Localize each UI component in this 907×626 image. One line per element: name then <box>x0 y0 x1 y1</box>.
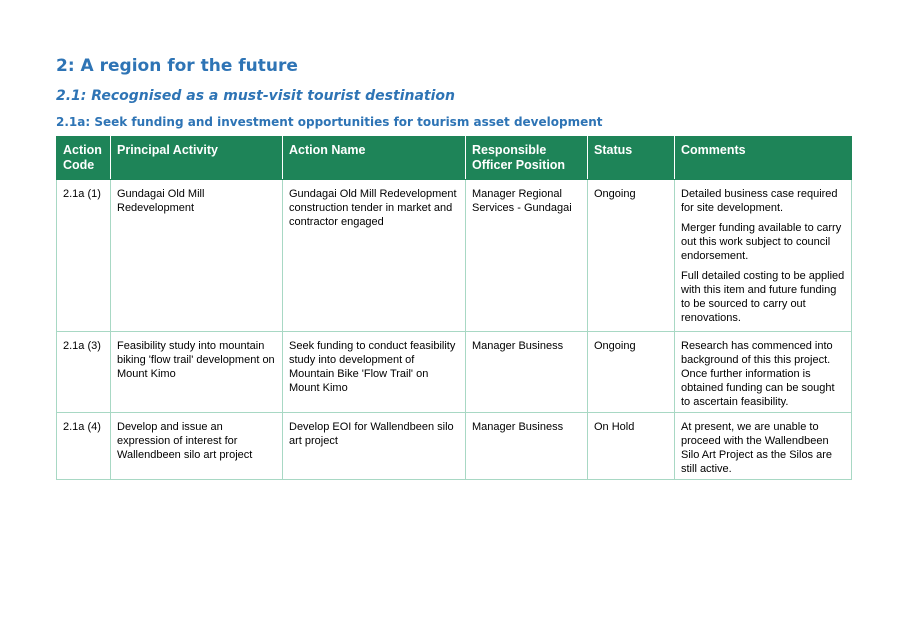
comment-paragraph: Merger funding available to carry out this work subject to council endorsement. <box>681 222 842 262</box>
header-principal-activity: Principal Activity <box>111 137 283 180</box>
cell-status: Ongoing <box>588 180 675 332</box>
comment-paragraph: Full detailed costing to be applied with this item and future funding to be sourced to carry out renovations. <box>681 270 845 324</box>
cell-principal-activity: Feasibility study into mountain biking 'flow trail' development on Mount Kimo <box>111 332 283 413</box>
cell-principal-activity: Develop and issue an expression of interest for Wallendbeen silo art project <box>111 413 283 480</box>
cell-comments <box>675 332 852 413</box>
cell-status: On Hold <box>588 413 675 480</box>
header-comments: Comments <box>675 137 852 180</box>
header-responsible-officer: Responsible Officer Position <box>466 137 588 180</box>
table-row <box>57 413 852 480</box>
header-action-name: Action Name <box>283 137 466 180</box>
header-status: Status <box>588 137 675 180</box>
table-row <box>57 180 852 332</box>
action-table <box>56 136 852 480</box>
comment-paragraph: At present, we are unable to proceed with the Wallendbeen Silo Art Project as the Silos are still active. <box>681 421 833 475</box>
subsection-heading: 2.1: Recognised as a must-visit tourist destination <box>56 88 455 104</box>
cell-action-code: 2.1a (4) <box>57 413 111 480</box>
cell-action-code: 2.1a (3) <box>57 332 111 413</box>
header-action-code: Action Code <box>57 137 111 180</box>
section-heading: 2: A region for the future <box>56 56 298 76</box>
cell-comments <box>675 413 852 480</box>
cell-status: Ongoing <box>588 332 675 413</box>
table-header-row <box>57 137 852 180</box>
cell-action-name: Seek funding to conduct feasibility study into development of Mountain Bike 'Flow Trail' on Mount Kimo <box>283 332 466 413</box>
cell-responsible-officer: Manager Business <box>466 413 588 480</box>
cell-comments <box>675 180 852 332</box>
comment-paragraph: Research has commenced into background of this this project. Once further information is obtained funding can be sought to ascertain feasibility. <box>681 340 835 408</box>
comment-paragraph: Detailed business case required for site development. <box>681 188 838 214</box>
table-row <box>57 332 852 413</box>
cell-principal-activity: Gundagai Old Mill Redevelopment <box>111 180 283 332</box>
cell-action-name: Develop EOI for Wallendbeen silo art project <box>283 413 466 480</box>
cell-responsible-officer: Manager Business <box>466 332 588 413</box>
objective-heading: 2.1a: Seek funding and investment opportunities for tourism asset development <box>56 115 603 129</box>
cell-action-name: Gundagai Old Mill Redevelopment construction tender in market and contractor engaged <box>283 180 466 332</box>
cell-responsible-officer: Manager Regional Services - Gundagai <box>466 180 588 332</box>
cell-action-code: 2.1a (1) <box>57 180 111 332</box>
